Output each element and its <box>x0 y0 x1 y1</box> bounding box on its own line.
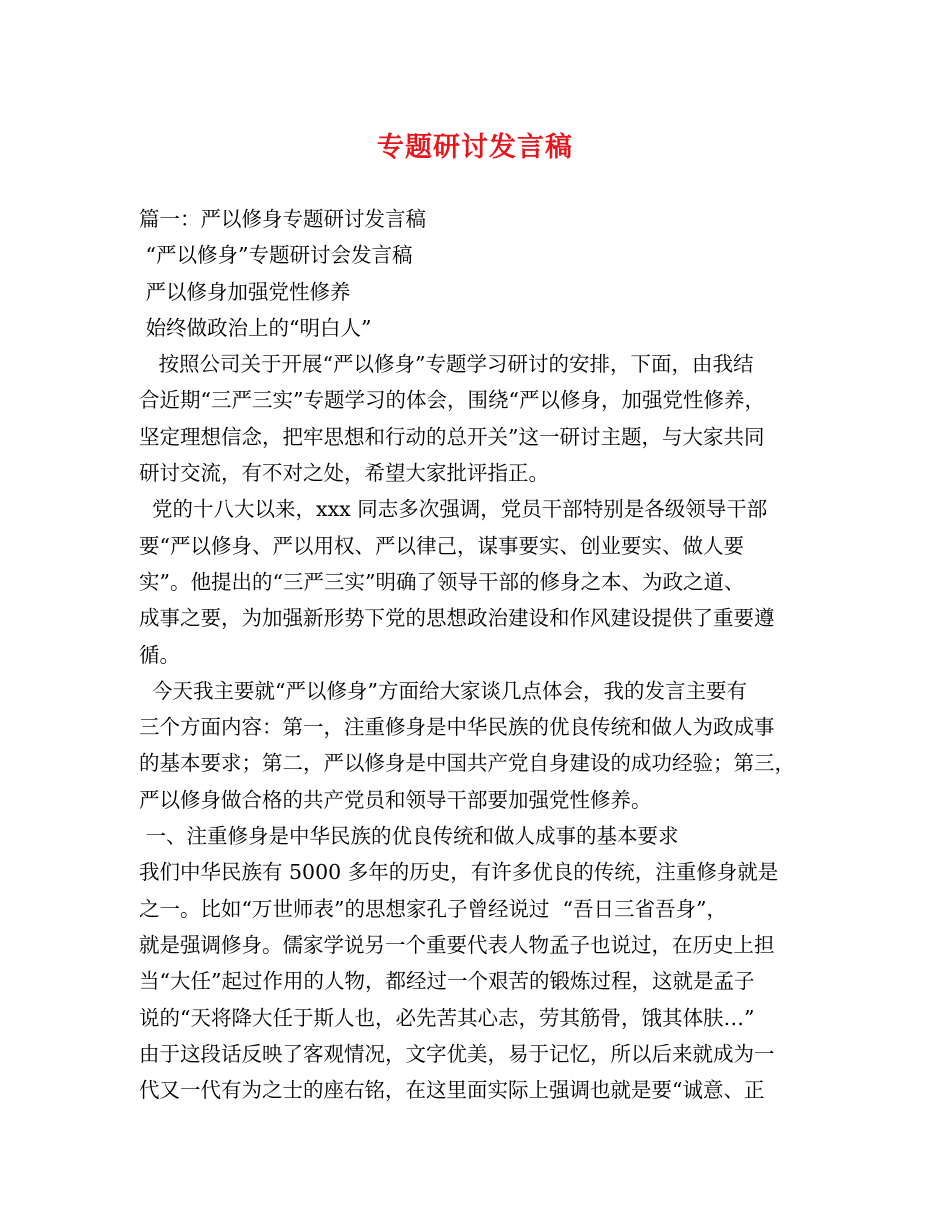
body-line: 严以修身做合格的共产党员和领导干部要加强党性修养。 <box>139 787 652 812</box>
body-line: 合近期“三严三实”专题学习的体会，围绕“严以修身，加强党性修养， <box>139 388 765 413</box>
body-line: 代又一代有为之士的座右铭，在这里面实际上强调也就是要“诚意、正 <box>139 1078 765 1103</box>
body-line: 成事之要，为加强新形势下党的思想政治建设和作风建设提供了重要遵 <box>139 606 775 631</box>
body-line: 的基本要求；第二，严以修身是中国共产党自身建设的成功经验；第三， <box>139 751 795 776</box>
body-line: 党的十八大以来，xxx 同志多次强调，党员干部特别是各级领导干部 <box>139 497 768 522</box>
body-line: 严以修身加强党性修养 <box>139 279 351 304</box>
body-line: 三个方面内容：第一，注重修身是中华民族的优良传统和做人为政成事 <box>139 715 775 740</box>
body-line: 研讨交流，有不对之处，希望大家批评指正。 <box>139 461 549 486</box>
body-line: 就是强调修身。儒家学说另一个重要代表人物孟子也说过，在历史上担 <box>139 932 775 957</box>
document-title: 专题研讨发言稿 <box>377 132 573 163</box>
body-line: 实”。他提出的“三严三实”明确了领导干部的修身之本、为政之道、 <box>139 569 745 594</box>
body-line: 按照公司关于开展“严以修身”专题学习研讨的安排，下面，由我结 <box>139 352 754 377</box>
body-line: 今天我主要就“严以修身”方面给大家谈几点体会，我的发言主要有 <box>139 678 747 703</box>
body-line: 说的“天将降大任于斯人也，必先苦其心志，劳其筋骨，饿其体肤…” <box>139 1005 755 1030</box>
body-line: 坚定理想信念，把牢思想和行动的总开关”这一研讨主题，与大家共同 <box>139 424 765 449</box>
body-line: “严以修身”专题研讨会发言稿 <box>139 243 413 268</box>
body-line: 由于这段话反映了客观情况，文字优美，易于记忆，所以后来就成为一 <box>139 1041 775 1066</box>
body-line: 当“大任”起过作用的人物，都经过一个艰苦的锻炼过程，这就是孟子 <box>139 969 755 994</box>
body-line: 之一。比如“万世师表”的思想家孔子曾经说过 “吾日三省吾身”， <box>139 896 727 921</box>
body-line: 一、注重修身是中华民族的优良传统和做人成事的基本要求 <box>139 824 679 849</box>
body-line: 要“严以修身、严以用权、严以律己，谋事要实、创业要实、做人要 <box>139 533 744 558</box>
body-line: 篇一：严以修身专题研讨发言稿 <box>139 207 426 231</box>
body-line: 我们中华民族有 5000 多年的历史，有许多优良的传统，注重修身就是 <box>139 860 779 885</box>
body-line: 循。 <box>139 642 180 667</box>
body-line: 始终做政治上的“明白人” <box>139 315 372 340</box>
document-body <box>139 201 819 1108</box>
